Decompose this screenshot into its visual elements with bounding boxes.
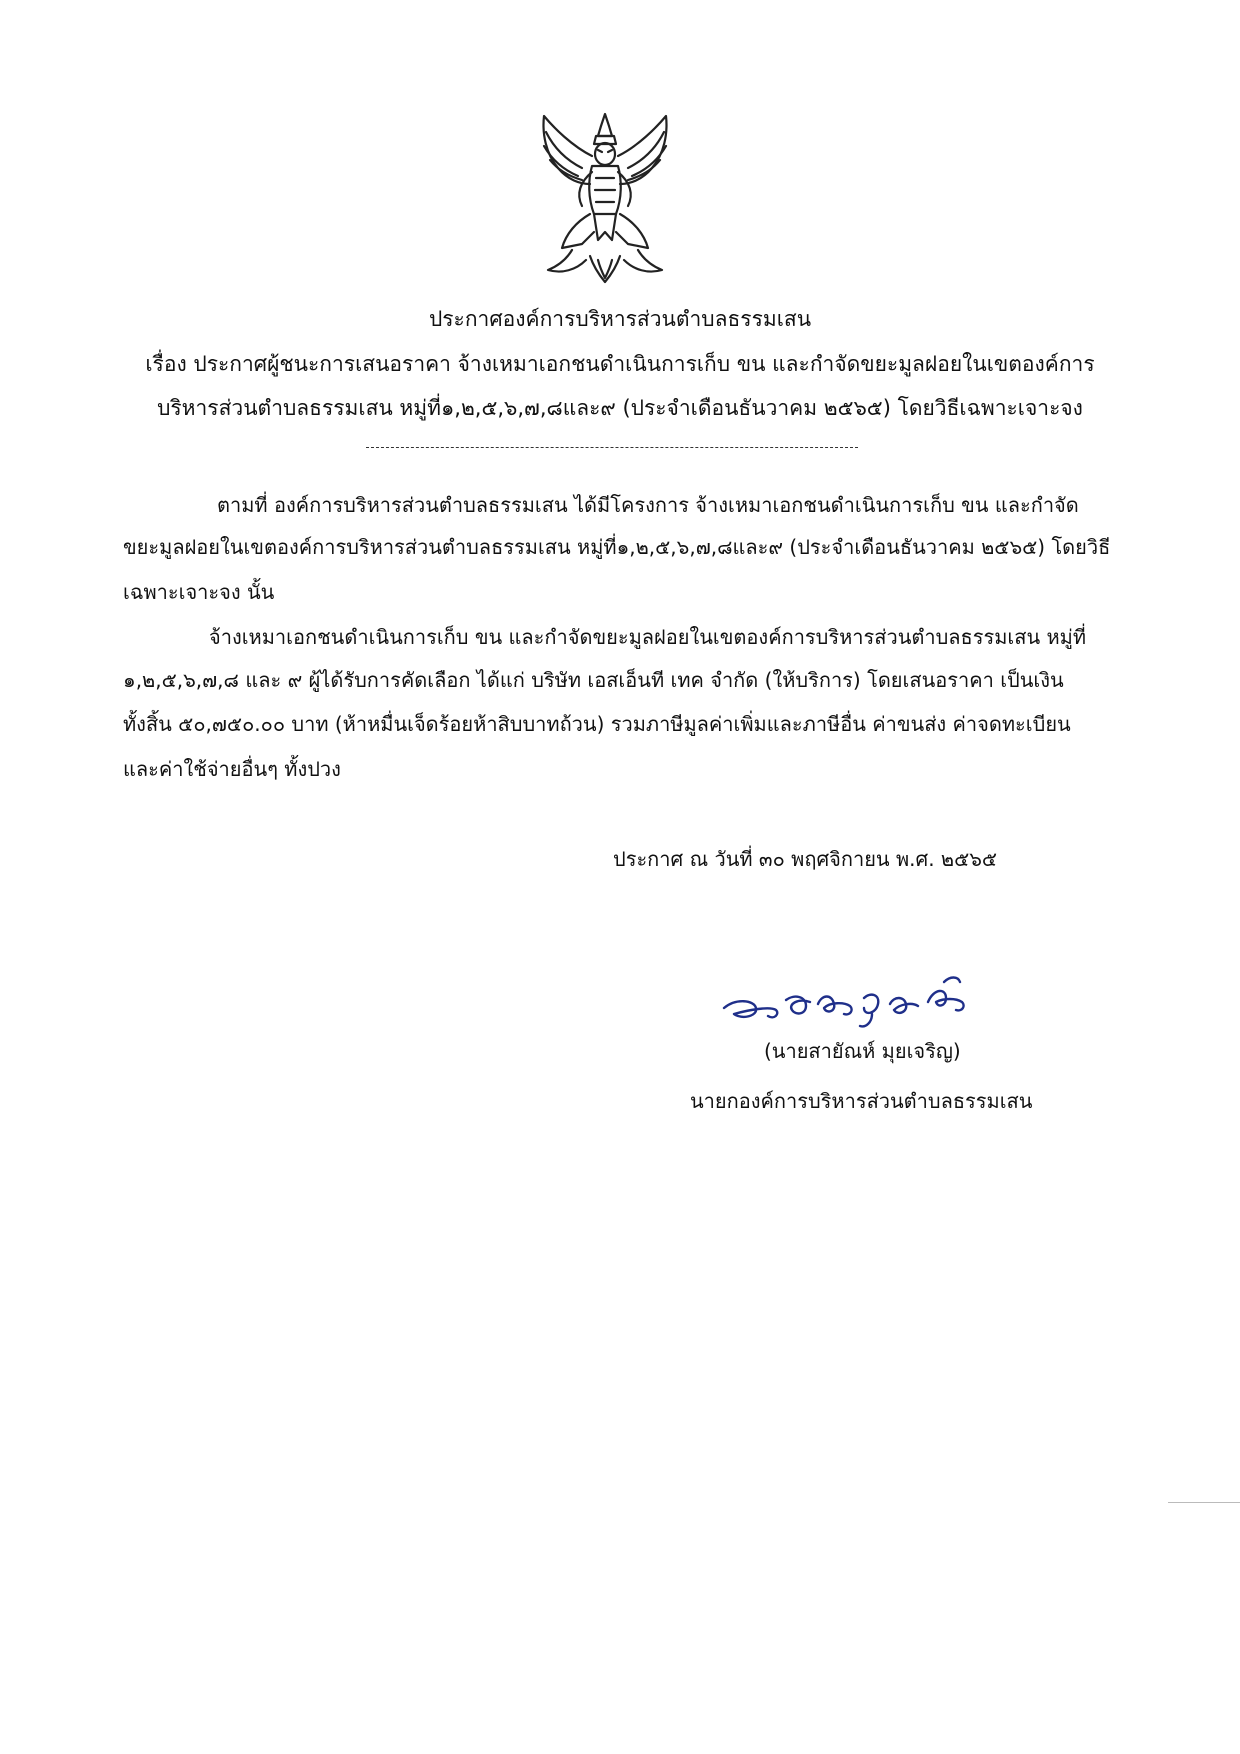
scan-edge-mark	[1168, 1502, 1240, 1503]
document-subject-line-2: บริหารส่วนตำบลธรรมเสน หมู่ที่๑,๒,๕,๖,๗,๘และ๙ (ประจำเดือนธันวาคม ๒๕๖๕) โดยวิธีเฉพาะเจาะจง	[157, 396, 1083, 420]
paragraph-2-line-3: ทั้งสิ้น ๕๐,๗๕๐.๐๐ บาท (ห้าหมื่นเจ็ดร้อยห้าสิบบาทถ้วน) รวมภาษีมูลค่าเพิ่มและภาษีอื่น ค่าขนส่ง ค่าจดทะเบียน	[123, 712, 1071, 736]
document-subject-line-1: เรื่อง ประกาศผู้ชนะการเสนอราคา จ้างเหมาเอกชนดำเนินการเก็บ ขน และกำจัดขยะมูลฝอยในเขตองค์การ	[145, 352, 1095, 376]
paragraph-2-line-2: ๑,๒,๕,๖,๗,๘ และ ๙ ผู้ได้รับการคัดเลือก ได้แก่ บริษัท เอสเอ็นที เทค จำกัด (ให้บริการ) โดยเสนอราคา เป็นเงิน	[123, 668, 1064, 692]
announcement-date: ประกาศ ณ วันที่ ๓๐ พฤศจิกายน พ.ศ. ๒๕๖๕	[613, 847, 998, 871]
document-issuer-title: ประกาศองค์การบริหารส่วนตำบลธรรมเสน	[428, 307, 812, 331]
paragraph-1-line-2: ขยะมูลฝอยในเขตองค์การบริหารส่วนตำบลธรรมเสน หมู่ที่๑,๒,๕,๖,๗,๘และ๙ (ประจำเดือนธันวาคม ๒๕๖๕) โดยวิธี	[123, 535, 1111, 559]
header-divider	[366, 447, 858, 448]
signer-position: นายกองค์การบริหารส่วนตำบลธรรมเสน	[690, 1089, 1033, 1113]
signer-name: (นายสายัณห์ มุยเจริญ)	[764, 1039, 961, 1063]
paragraph-2-line-1: จ้างเหมาเอกชนดำเนินการเก็บ ขน และกำจัดขยะมูลฝอยในเขตองค์การบริหารส่วนตำบลธรรมเสน หมู่ที่	[209, 625, 1087, 649]
paragraph-1-line-3: เฉพาะเจาะจง นั้น	[123, 580, 275, 604]
garuda-emblem-icon	[532, 110, 678, 286]
paragraph-2-line-4: และค่าใช้จ่ายอื่นๆ ทั้งปวง	[123, 757, 341, 781]
paragraph-1-line-1: ตามที่ องค์การบริหารส่วนตำบลธรรมเสน ได้มีโครงการ จ้างเหมาเอกชนดำเนินการเก็บ ขน และกำจัด	[217, 493, 1079, 517]
